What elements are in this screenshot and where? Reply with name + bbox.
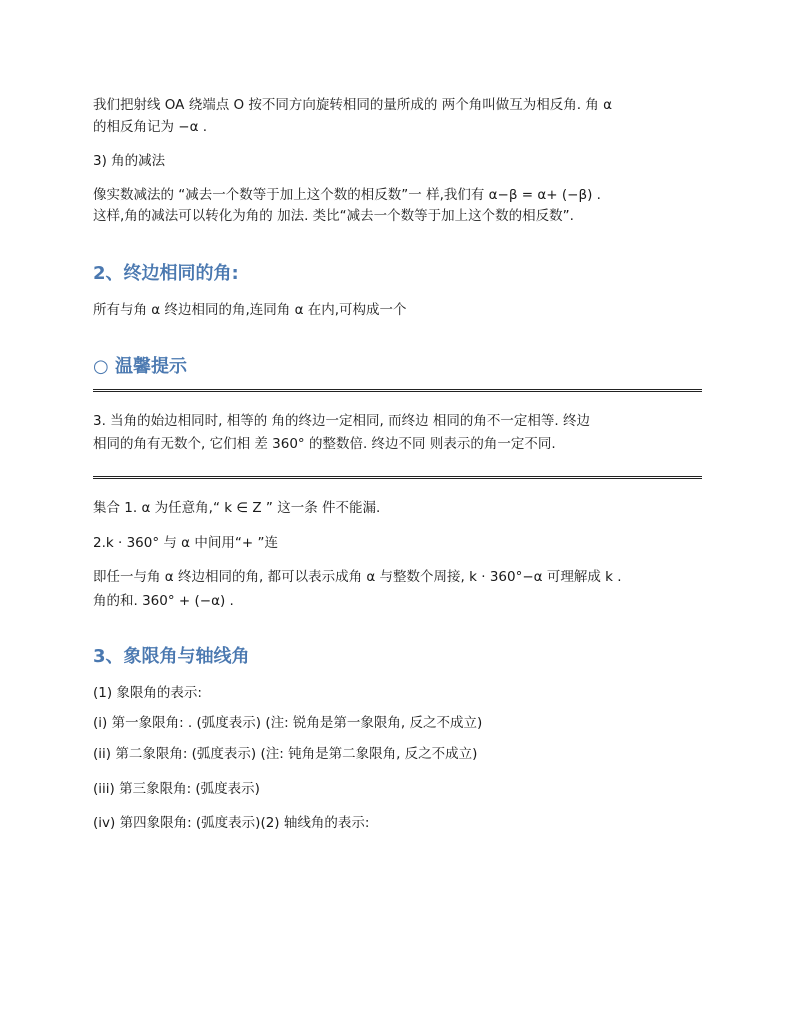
paragraph-coterminal: 所有与角 α 终边相同的角,连同角 α 在内,可构成一个 [93,302,407,318]
list-item: (1) 象限角的表示: [93,685,202,701]
heading-tips: ○ 温馨提示 [93,356,187,377]
heading-coterminal-angles: 2、终边相同的角: [93,263,239,284]
paragraph-any-angle-line1: 即任一与角 α 终边相同的角, 都可以表示成角 α 与整数个周接, k · 360°−α 可理解成 k . [93,569,622,585]
paragraph-plus-connector: 2.k · 360° 与 α 中间用“+ ”连 [93,535,278,551]
paragraph-opposite-angle-line1: 我们把射线 OA 绕端点 O 按不同方向旋转相同的量所成的 两个角叫做互为相反角. 角 α [93,97,612,113]
list-item: (i) 第一象限角: . (弧度表示) (注: 锐角是第一象限角, 反之不成立) [93,715,483,731]
paragraph-subtraction-line2: 这样,角的减法可以转化为角的 加法. 类比“减去一个数等于加上这个数的相反数”. [93,208,574,224]
heading-quadrant-angles: 3、象限角与轴线角 [93,646,250,667]
paragraph-any-angle-line2: 角的和. 360° + (−α) . [93,593,234,609]
paragraph-subtraction-line1: 像实数减法的 “减去一个数等于加上这个数的相反数”一 样,我们有 α−β = α+ (−β) . [93,187,601,203]
paragraph-opposite-angle-line2: 的相反角记为 −α . [93,119,208,135]
subheading-angle-subtraction: 3) 角的减法 [93,153,166,169]
paragraph-set-note: 集合 1. α 为任意角,“ k ∈ Z ” 这一条 件不能漏. [93,500,381,516]
tip-bottom-divider [93,476,702,479]
tip-top-divider [93,389,702,392]
tip-line1: 3. 当角的始边相同时, 相等的 角的终边一定相同, 而终边 相同的角不一定相等. 终边 [93,413,591,429]
list-item: (ii) 第二象限角: (弧度表示) (注: 钝角是第二象限角, 反之不成立) [93,746,478,762]
list-item: (iii) 第三象限角: (弧度表示) [93,781,260,797]
list-item: (iv) 第四象限角: (弧度表示)(2) 轴线角的表示: [93,815,370,831]
tip-line2: 相同的角有无数个, 它们相 差 360° 的整数倍. 终边不同 则表示的角一定不同. [93,436,556,452]
